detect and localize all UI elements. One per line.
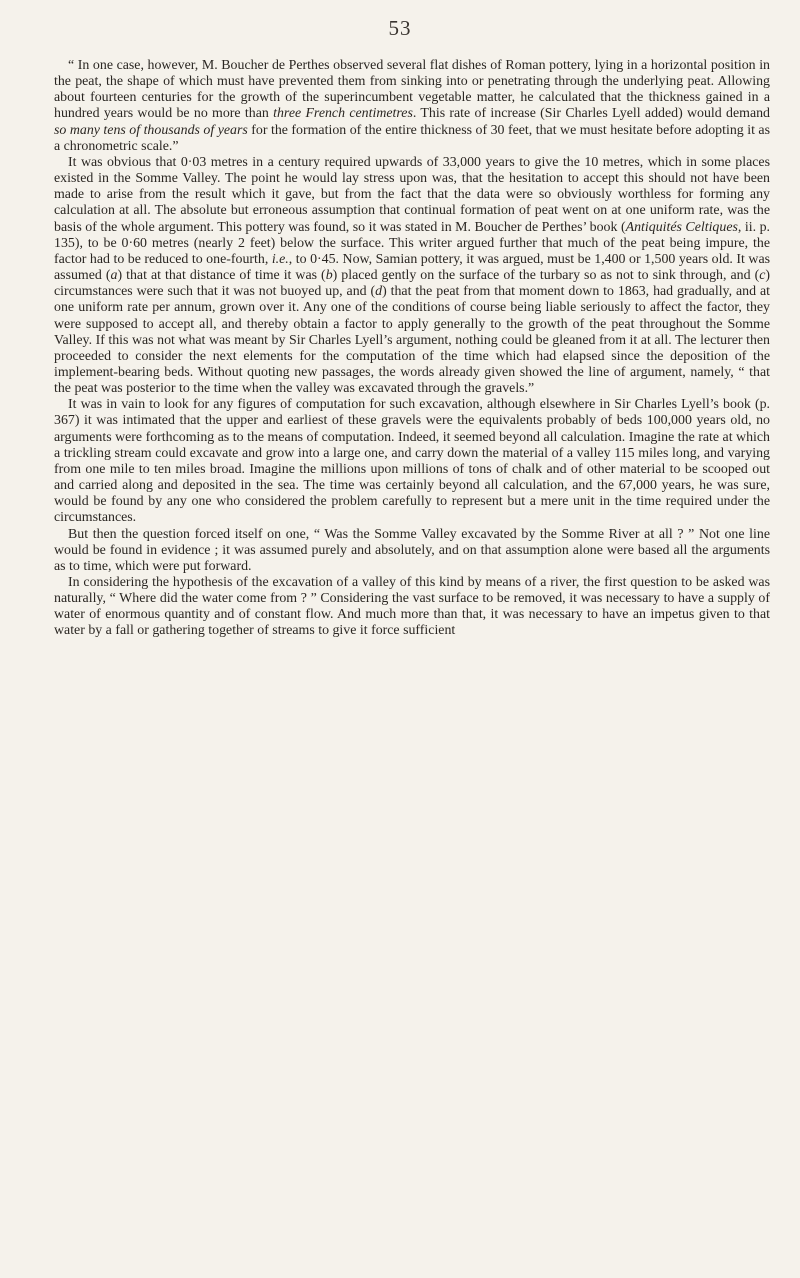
text-run: for the formation of the entire thickness of 30 feet, that we must hesitate before adopting it as a chronometric scale.”: [54, 122, 770, 154]
text-run: It was in vain to look for any figures of computation for such excavation, although elsewhere in Sir Charles Lyell’s book (p. 367) it was intimated that the upper and earliest of these gravels were the equivalents probably of beds 100,000 years old, no arguments were forthcoming as to the means of computation. Indeed, it seemed beyond all calculation. Imagine the rate at which a trickling stream could excavate and grow into a large one, and carry down the material of a valley 115 miles long, and varying from one mile to ten miles broad. Imagine the millions upon millions of tons of chalk and of other material to be scooped out and carried along and deposited in the sea. The time was certainly beyond all calculation, and the 67,000 years, he was sure, would be found by any one who considered the problem carefully to represent but a mere unit in the time required under the circumstances.: [54, 397, 770, 526]
text-run: But then the question forced itself on one, “ Was the Somme Valley excavated by the Somme River at all ? ” Not one line would be found in evidence ; it was assumed purely and absolutely, and on that assumption alone were based all the arguments as to time, which were put forward.: [54, 526, 770, 574]
text-run: ) placed gently on the surface of the turbary so as not to sink through, and (: [332, 268, 760, 284]
text-run: ) that at that distance of time it was (: [117, 268, 326, 284]
text-run: In considering the hypothesis of the excavation of a valley of this kind by means of a river, the first question to be asked was naturally, “ Where did the water come from ? ” Considering the vast surface to be removed, it was necessary to have a supply of water of enormous quantity and of constant flow. And much more than that, it was necessary to have an impetus given to that water by a fall or gathering together of streams to give it force sufficient: [54, 575, 770, 639]
text-run: ) that the peat from that moment down to 1863, had gradually, and at one uniform rate per annum, grown over it. Any one of the conditions of course being liable seriously to affect the factor, they were supposed to accept all, and thereby obtain a factor to apply generally to the growth of the peat throughout the Somme Valley. If this was not what was meant by Sir Charles Lyell’s argument, nothing could be gleaned from it at all. The lecturer then proceeded to consider the next elements for the computation of the time which had elapsed since the deposition of the implement-bearing beds. Without quoting new passages, the words already given showed the line of argument, namely, “ that the peat was posterior to the time when the valley was excavated through the gravels.”: [54, 284, 770, 397]
italic-text: three French centimetres: [273, 106, 413, 122]
paragraph-5: [54, 575, 770, 640]
page-number: 53: [388, 16, 412, 40]
paragraph-1: [54, 58, 770, 155]
text-run: It was obvious that 0·03 metres in a century required upwards of 33,000 years to give the 10 metres, which in some places existed in the Somme Valley. The point he would lay stress upon was, that the hesitation to accept this should not have been made to arise from the result which it gave, but from the fact that the data were so obviously worthless for forming any calculation at all. The absolute but erroneous assumption that continual formation of peat went on at one uniform rate, was the basis of the whole argument. This pottery was found, so it was stated in M. Boucher de Perthes’ book (: [54, 154, 770, 235]
italic-text: c: [759, 268, 766, 284]
paragraph-3: [54, 397, 770, 526]
italic-text: i.e.: [271, 251, 289, 267]
italic-text: a: [110, 268, 118, 284]
paragraph-2: [54, 155, 770, 397]
body-text: [54, 58, 770, 640]
text-run: “ In one case, however, M. Boucher de Perthes observed several flat dishes of Roman pottery, lying in a horizontal position in the peat, the shape of which must have prevented them from sinking into or penetrating through the underlying peat. Allowing about fourteen centuries for the growth of the superincumbent vegetable matter, he calculated that the thickness gained in a hundred years would be no more than: [54, 58, 770, 122]
text-run: . This rate of increase (Sir Charles Lyell added) would demand: [412, 106, 770, 122]
text-run: ) circumstances were such that it was not buoyed up, and (: [54, 268, 771, 300]
italic-text: Antiquités Celtiques: [625, 219, 738, 235]
paragraph-4: [54, 527, 770, 575]
italic-text: d: [375, 284, 383, 300]
italic-text: so many tens of thousands of years: [54, 122, 248, 138]
text-run: , ii. p. 135), to be 0·60 metres (nearly 2 feet) below the surface. This writer argued further that much of the peat being impure, the factor had to be reduced to one-fourth,: [54, 219, 770, 267]
text-run: , to 0·45. Now, Samian pottery, it was argued, must be 1,400 or 1,500 years old. It was assumed (: [54, 251, 771, 284]
italic-text: b: [325, 268, 333, 284]
